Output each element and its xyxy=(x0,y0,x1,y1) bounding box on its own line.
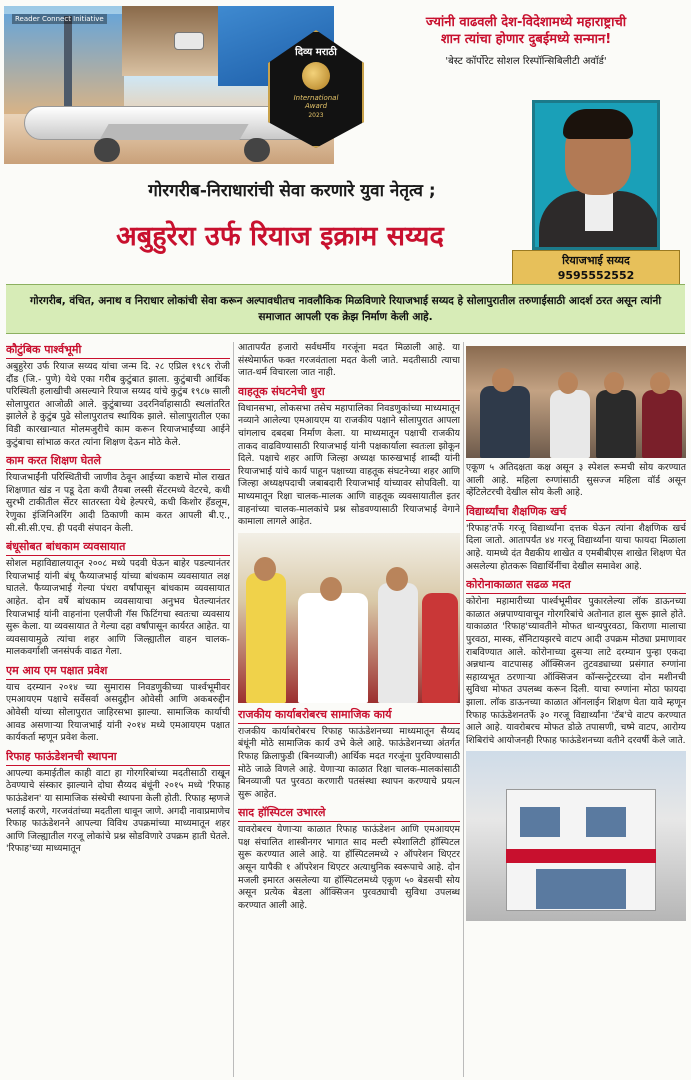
section-text: एकूण ५ अतिदक्षता कक्ष असून ३ स्पेशल रूमची सोय करण्यात आली आहे. महिला रुग्णांसाठी सुसज्ज महिला वॉर्ड असून व्हेंटिलेटरची देखील सोय केली आहे. xyxy=(466,462,686,499)
column-divider xyxy=(463,342,464,1077)
portrait-caption xyxy=(512,250,680,286)
phone-number: 9595552552 xyxy=(557,269,635,282)
article-title: अबुहुरेरा उर्फ रियाज इक्राम सय्यद xyxy=(116,221,444,252)
section-text: रियाजभाईंनी परिस्थितीची जाणीव ठेवून आईच्या कष्टाचे मोल राखत शिक्षणात खंड न पडू देता कधी तैयबा लस्सी सेंटरमध्ये वेटरचे, कधी सुरभी टाकीतील सेंटर सातरस्ता येथे हेल्परचे, कधी किशोर हँडलूम, रेणुका इंजिनिअरिंग आदी ठिकाणी काम करत आपली बी.ए., सी.सी.सी.एच. ही पदवी संपादन केली. xyxy=(6,472,230,534)
section-heading: विद्यार्थ्यांचा शैक्षणिक खर्च xyxy=(466,504,686,521)
tower-image xyxy=(64,16,72,112)
award-name: 'बेस्ट कॉर्पोरेट सोशल रिस्पॉन्सिबिलीटी अवॉर्ड' xyxy=(445,56,607,67)
badge-title-2: Award xyxy=(304,102,328,110)
column-1 xyxy=(6,342,230,1077)
group-photo xyxy=(466,346,686,458)
section-text: आतापर्यंत हजारो सर्वधर्मीय गरजूंना मदत मिळाली आहे. या संस्थेमार्फत फक्त गरजवंताला मदत केली जाते. मदतीसाठी त्याचा जात-धर्म विचारला जात नाही. xyxy=(238,342,460,379)
section-text: सोशल महाविद्यालयातून २००८ मध्ये पदवी घेऊन बाहेर पडल्यानंतर रियाजभाई यांनी बंधू फैय्याजभाई यांच्या बांधकाम व्यवसायात लक्ष घातले. फैय्याजभाई गेल्या पंधरा वर्षांपासून बांधकाम व्यवसायात आहेत. दोन वर्षे बांधकाम व्यवसायाचा अनुभव घेतल्यानंतर रियाजभाई यांनी वाहनांना एलपीजी गॅस फिटिंगचा स्वतःचा व्यवसाय सुरू केला. या व्यवसायात ते गेल्या दहा वर्षांपासून कार्यरत आहेत. या व्यवसायामुळे त्यांचा शहर आणि जिल्ह्यातील वाहन चालक-मालकवर्गाशी जनसंपर्क वाढत गेला. xyxy=(6,558,230,658)
section-text: अबुहुरेरा उर्फ रियाज सय्यद यांचा जन्म दि. २८ एप्रिल १९८९ रोजी दौंड (जि.- पुणे) येथे एका गरीब कुटुंबात झाला. कुटुंबाची आर्थिक परिस्थिती हलाखीची असल्याने रियाज सय्यद यांचे कुटुंब १९८७ साली सोलापुरात आजोळी आले. कुटुंबाच्या उदरनिर्वाहासाठी स्थलांतरित झालेले हे कुटुंब पुढे सोलापुरातच स्थायिक झाले. सोलापुरातील एका विडी कारखान्यात मोलमजुरीचे काम करून रियाजभाईंच्या आईने कुटुंबाचा सांभाळ करत त्यांना शिक्षण देऊन मोठे केले. xyxy=(6,361,230,448)
intro-paragraph: गोरगरीब, वंचित, अनाथ व निराधार लोकांची सेवा करून अल्पावधीतच नावलौकिक मिळविणारे रियाजभाई सय्यद हे सोलापुरातील तरुणाईसाठी आदर्श ठरत असून त्यांनी समाजात आपली एक क्रेझ निर्माण केली आहे. xyxy=(6,284,685,334)
headline-line-1: ज्यांनी वाढवली देश-विदेशामध्ये महाराष्ट्राची xyxy=(425,15,627,30)
column-divider xyxy=(233,342,234,1077)
section-heading: एम आय एम पक्षात प्रवेश xyxy=(6,663,230,680)
badge-year: 2023 xyxy=(308,112,324,119)
column-3 xyxy=(466,342,686,1077)
section-text: याच दरम्यान २०१४ च्या सुमारास निवडणुकीच्या पार्श्वभूमीवर एमआयएम पक्षाचे सर्वेसर्वा असदुद्दीन ओवेसी आणि अकबरुद्दीन ओवेसी यांच्या सोलापुरात जाहिरसभा झाल्या. सामाजिक कार्याची आवड असणाऱ्या रियाजभाई यांनी २०१४ मध्ये एमआयएम पक्षात कार्यकर्ता म्हणून प्रवेश केला. xyxy=(6,681,230,744)
headline-block xyxy=(368,14,684,67)
reader-initiative-tag: Reader Connect Initiative xyxy=(12,14,107,24)
section-text: यावरोबरच येणाऱ्या काळात रिफाह फाऊंडेशन आणि एमआयएम पक्ष संचालित शास्त्रीनगर भागात साद मल्टी स्पेशालिटी हॉस्पिटल सुरू करण्यात आले आहे. या हॉस्पिटलमध्ये २ ऑपरेशन थिएटर असून यापैकी १ ऑपरेशन थिएटर अत्याधुनिक स्वरूपाचे आहे. दोन मजली इमारत असलेल्या या हॉस्पिटलमध्ये एकूण ५० बेडसची सोय असून प्रत्येक बेडला ऑक्सिजन पुरवठ्याची सुविधा उपलब्ध करण्यात आली आहे. xyxy=(238,824,460,911)
section-text: आपल्या कमाईतील काही वाटा हा गोरगरिबांच्या मदतीसाठी राखून ठेवण्याचे संस्कार झाल्याने दोघा सैय्यद बंधूंनी २०१५ मध्ये 'रिफाह फाऊंडेशन' या सामाजिक संस्थेची स्थापना केली होती. रिफाह म्हणजे भलाई करणे, गरजवंतांच्या मदतीला धावून जाणे. अगदी नावाप्रमाणेच रिफाह फाऊंडेशनने आपल्या विविध उपक्रमांच्या माध्यमातून शहर आणि जिल्ह्यातील गरजू लोकांचे प्रश्न सोडविणारे उपक्रम हाती घेतले. 'रिफाह'च्या माध्यमातून xyxy=(6,767,230,855)
section-heading: बंधूसोबत बांधकाम व्यवसायात xyxy=(6,539,230,556)
portrait-photo xyxy=(532,100,660,250)
hospital-building-photo xyxy=(466,751,686,921)
badge-title-1: International xyxy=(293,94,339,102)
section-text: 'रिफाह'तर्फे गरजू विद्यार्थ्यांना दत्तक घेऊन त्यांना शैक्षणिक खर्च दिला जातो. आतापर्यंत ४४ गरजू विद्यार्थ्यांना याचा फायदा मिळाला आहे. यामध्ये दंत वैद्यकीय शाखेत व एमबीबीएस शाखेत शिक्षण घेत असलेल्या होतकरू विद्यार्थिनींचा देखील समावेश आहे. xyxy=(466,522,686,572)
column-2 xyxy=(238,342,460,1077)
section-heading: रिफाह फाऊंडेशनची स्थापना xyxy=(6,749,230,766)
car-image xyxy=(174,32,204,50)
section-heading: साद हॉस्पिटल उभारले xyxy=(238,805,460,822)
section-heading: कौटुंबिक पार्श्वभूमी xyxy=(6,342,230,359)
section-heading: काम करत शिक्षण घेतले xyxy=(6,453,230,470)
event-photo xyxy=(238,533,460,703)
headline-line-2: शान त्यांचा होणार दुबईमध्ये सन्मान! xyxy=(440,32,612,47)
section-heading: कोरोनाकाळात सढळ मदत xyxy=(466,577,686,594)
globe-icon xyxy=(302,62,330,90)
badge-brand: दिव्य मराठी xyxy=(295,47,337,58)
article-subtitle: गोरगरीब-निराधारांची सेवा करणारे युवा नेतृत्व ; xyxy=(148,181,436,201)
section-text: कोरोना महामारीच्या पार्श्वभूमीवर पुकारलेल्या लॉक डाऊनच्या काळात अन्नपाण्यावाचून गोरगरिबांचे अतोनात हाल सुरू झाले होते. याकाळात 'रिफाह'च्यावतीने मोफत धान्यपुरवठा, किराणा मालाचा पुरवठा, मास्क, सॅनिटायझरचे वाटप आदी उपक्रम मोठ्या प्रमाणावर राबविण्यात आले. कोरोनाच्या दुसऱ्या लाटे दरम्यान पुन्हा एकदा अन्नधान्य वाटपासह ऑक्सिजन तुटवड्याच्या प्रसंगात रुग्णांना सहाय्यभूत ठरणाऱ्या ऑक्सिजन कॉन्सन्ट्रेटरच्या दोन मशीनची सुविधा मोफत उपलब्ध करून दिली. याचा रुग्णांना मोठा फायदा झाला. लॉक डाऊनच्या काळात ऑनलाईन शिक्षण घेता यावे म्हणून रिफाह फाऊंडेशनतर्फे ३० गरजू विद्यार्थ्यांना 'टॅब'चे वाटप करण्यात आले आहे. यावरोबरच मोफत डोळे तपासणी, चष्मे वाटप, आरोग्य शिबिरांचे आयोजनही रिफाह फाऊंडेशनच्या वतीने दरवर्षी केले जाते. xyxy=(466,596,686,746)
section-text: राजकीय कार्याबरोबरच रिफाह फाऊंडेशनच्या माध्यमातून सैय्यद बंधूंनी मोठे सामाजिक कार्य उभे केले आहे. फाऊंडेशनच्या अंतर्गत रिफाह क्रिलाफुडी (बिनव्याजी) आर्थिक मदत गरजूंना पुरविण्यासाठी मोठे जाळे विणले आहे. येणाऱ्या काळात रिक्षा चालक-मालकांसाठी बिनव्याजी पत पुरवठा करणारी पतसंस्था स्थापन करण्याचे प्रयत्न सुरू आहेत. xyxy=(238,725,460,800)
section-text: विधानसभा, लोकसभा तसेच महापालिका निवडणुकांच्या माध्यमातून नव्याने आलेल्या एमआयएम या राजकीय पक्षाने सोलापुरात आपला चांगलाच दबदबा निर्माण केला. या माध्यमातून पक्षाची राजकीय ताकद वाढविण्यासाठी रियाजभाई यांनी पक्षकार्याला स्वतःला झोकून दिले. पक्षाचे शहर आणि जिल्हा अध्यक्ष फारुखभाई शाब्दी यांनी रियाजभाई यांचे कार्य पाहून पक्षाच्या वाहतूक संघटनेच्या शहर आणि जिल्हा अध्यक्षपदाची जबाबदारी रियाजभाई यांच्यावर सोपविली. या माध्यमातून रिक्षा चालक-मालक आणि वाहतूक व्यवसायातील इतर वाहनांच्या चालक-मालकांचे प्रश्न सोडवण्यासाठी रियाजभाई वेगाने कामाला लागले आहेत. xyxy=(238,402,460,528)
person-name: रियाजभाई सय्यद xyxy=(562,254,630,267)
section-heading: वाहतूक संघटनेची धुरा xyxy=(238,384,460,401)
section-heading: राजकीय कार्याबरोबरच सामाजिक कार्य xyxy=(238,707,460,724)
